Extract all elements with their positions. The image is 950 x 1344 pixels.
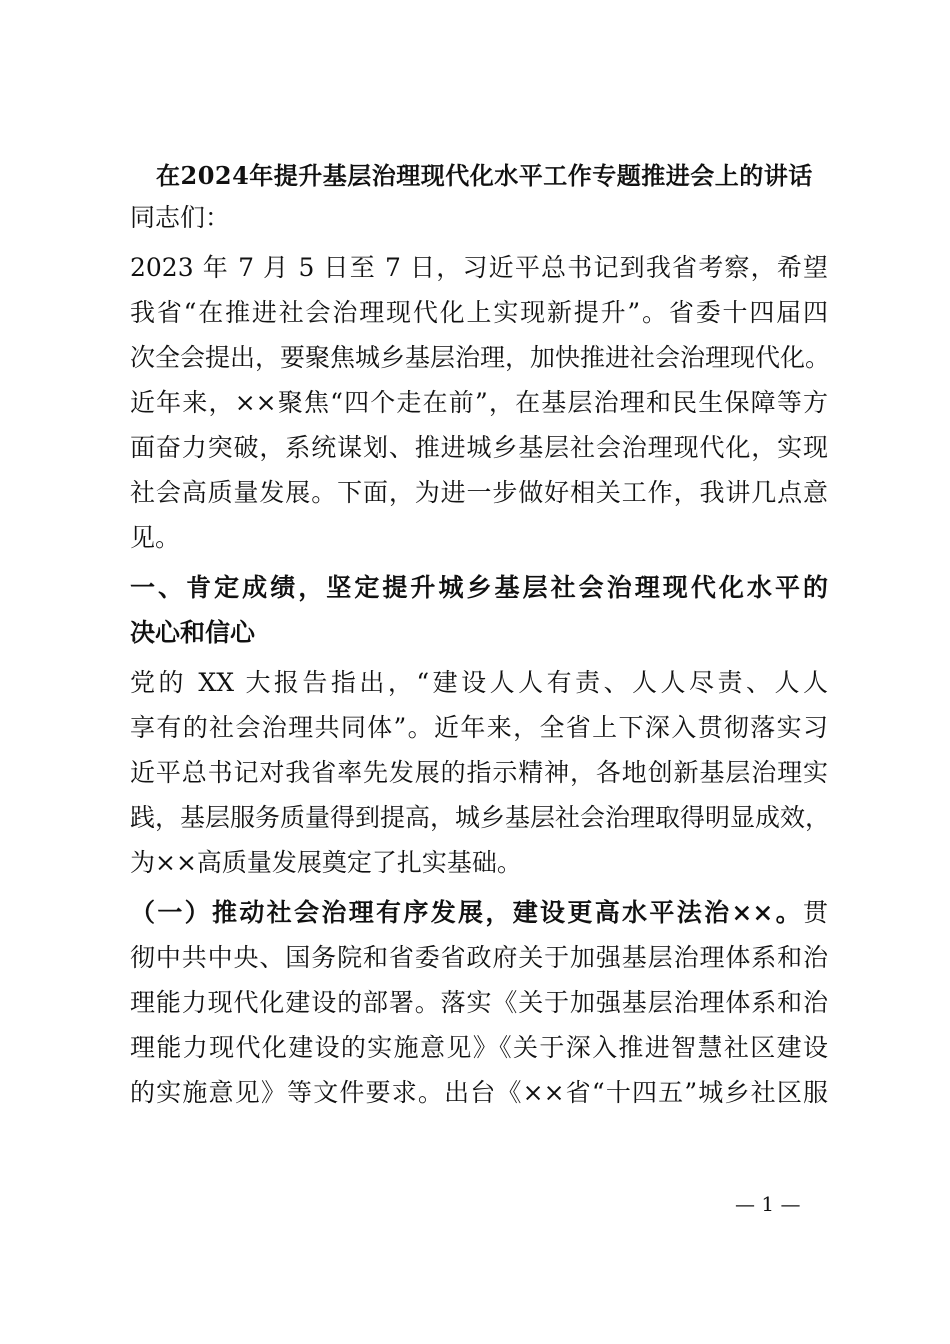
intro-line-3: 次全会提出，要聚焦城乡基层治理，加快推进社会治理现代化。 <box>130 343 831 372</box>
section-heading-line-1: 一、肯定成绩，坚定提升城乡基层社会治理现代化水平的 <box>130 573 828 602</box>
subsection-heading: （一）推动社会治理有序发展，建设更高水平法治××。 <box>130 898 803 927</box>
para2-line-4: 践，基层服务质量得到提高，城乡基层社会治理取得明显成效， <box>130 803 831 832</box>
intro-line-4: 近年来，××聚焦“四个走在前”，在基层治理和民生保障等方 <box>130 388 828 417</box>
para3-line-2: 理能力现代化建设的部署。落实《关于加强基层治理体系和治 <box>130 988 828 1017</box>
para3-line-3: 理能力现代化建设的实施意见》《关于深入推进智慧社区建设 <box>130 1033 828 1062</box>
page-number: — 1 — <box>735 1192 801 1216</box>
intro-line-1: 2023 年 7 月 5 日至 7 日，习近平总书记到我省考察，希望 <box>130 253 828 282</box>
para3-line-1: 彻中共中央、国务院和省委省政府关于加强基层治理体系和治 <box>130 943 828 972</box>
subsection-lead-tail: 贯 <box>802 898 828 927</box>
intro-line-7: 见。 <box>130 523 181 552</box>
para2-line-5: 为××高质量发展奠定了扎实基础。 <box>130 848 522 877</box>
intro-line-5: 面奋力突破，系统谋划、推进城乡基层社会治理现代化，实现 <box>130 433 828 462</box>
para3-line-4: 的实施意见》等文件要求。出台《××省“十四五”城乡社区服 <box>130 1078 828 1107</box>
intro-line-6: 社会高质量发展。下面，为进一步做好相关工作，我讲几点意 <box>130 478 828 507</box>
subsection-line-1 <box>130 897 828 929</box>
para2-line-3: 近平总书记对我省率先发展的指示精神，各地创新基层治理实 <box>130 758 828 787</box>
para2-line-2: 享有的社会治理共同体”。近年来，全省上下深入贯彻落实习 <box>130 713 828 742</box>
para2-line-1: 党的 XX 大报告指出，“建设人人有责、人人尽责、人人 <box>130 668 828 697</box>
section-heading-line-2: 决心和信心 <box>130 618 256 647</box>
salutation: 同志们： <box>130 203 231 232</box>
intro-line-2: 我省“在推进社会治理现代化上实现新提升”。省委十四届四 <box>130 298 828 327</box>
document-title: 在2024年提升基层治理现代化水平工作专题推进会上的讲话 <box>156 161 813 190</box>
